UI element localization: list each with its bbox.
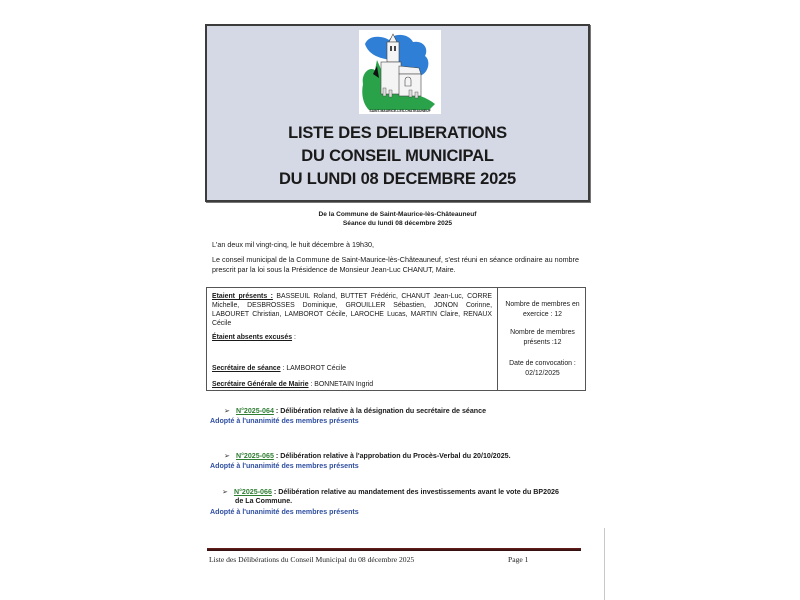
absent-names: : <box>292 334 296 341</box>
deliberation-item <box>224 451 511 460</box>
deliberation-text-continued: de La Commune. <box>235 497 293 505</box>
deliberation-number-link[interactable]: N°2025-065 <box>235 452 274 460</box>
members-present-label: Nombre de membres <box>510 329 575 336</box>
deliberation-result: Adopté à l'unanimité des membres présents <box>210 462 359 470</box>
present-members <box>212 292 492 328</box>
arrow-bullet-icon: ➢ <box>222 488 228 496</box>
svg-text:SAINT-MAURICE-LES-CHATEAUNEUF: SAINT-MAURICE-LES-CHATEAUNEUF <box>369 109 431 113</box>
members-present <box>499 328 586 347</box>
general-secretary <box>212 380 492 389</box>
deliberation-result: Adopté à l'unanimité des membres présents <box>210 417 359 425</box>
arrow-bullet-icon: ➢ <box>224 452 230 460</box>
members-in-office-label: Nombre de membres en <box>505 301 580 308</box>
convocation-value: 02/12/2025 <box>525 369 560 377</box>
municipality-logo <box>359 30 441 114</box>
church-logo-icon <box>359 30 441 114</box>
present-names: BASSEUIL Roland, BUTTET Frédéric, CHANUT Jean-Luc, CORRE Michelle, DESBROSSES Dominique, GROUILLER Sébastien, JONON Corinne, LABOURET Christian, LAMBOROT Cécile, LAROCHE Lucas, MARTIN Claire, RENAUX Cécile <box>212 293 492 327</box>
absent-members <box>212 333 492 342</box>
attendance-table <box>206 287 586 391</box>
commune-line: De la Commune de Saint-Maurice-lès-Châteauneuf <box>318 211 477 218</box>
title-line-1: LISTE DES DELIBERATIONS <box>288 124 507 142</box>
page-number: Page 1 <box>508 555 529 564</box>
intro-date: L'an deux mil vingt-cinq, le huit décembre à 19h30, <box>212 240 374 249</box>
absent-label: Étaient absents excusés <box>212 334 293 341</box>
deliberation-text: : Délibération relative à l'approbation du Procès-Verbal du 20/10/2025. <box>273 452 511 460</box>
session-subheader <box>205 210 590 228</box>
arrow-bullet-icon: ➢ <box>224 407 230 415</box>
deliberation-item <box>222 487 559 496</box>
present-label: Etaient présents : <box>212 293 273 300</box>
deliberation-text: : Délibération relative au mandatement des investissements avant le vote du BP2026 <box>271 488 559 496</box>
title-line-2: DU CONSEIL MUNICIPAL <box>301 147 494 165</box>
general-secretary-value: : BONNETAIN Ingrid <box>308 381 374 388</box>
attendance-stats <box>499 288 586 390</box>
deliberation-text: : Délibération relative à la désignation du secrétaire de séance <box>273 407 487 415</box>
attendance-details <box>207 288 498 390</box>
page-edge-line <box>604 528 605 600</box>
intro-session: Le conseil municipal de la Commune de Saint-Maurice-lès-Châteauneuf, s'est réuni en séance ordinaire au nombre prescrit par la loi sous la Présidence de Monsieur Jean-Luc CHANUT, Maire. <box>212 255 579 274</box>
secretary-label: Secrétaire de séance <box>212 365 281 372</box>
secretary-value: : LAMBOROT Cécile <box>280 365 346 372</box>
deliberation-number-link[interactable]: N°2025-066 <box>233 488 272 496</box>
members-in-office-value: exercice : 12 <box>522 310 563 318</box>
page-title <box>207 122 588 191</box>
title-line-3: DU LUNDI 08 DECEMBRE 2025 <box>278 170 517 188</box>
deliberation-result: Adopté à l'unanimité des membres présents <box>210 508 359 516</box>
deliberation-item <box>224 406 486 415</box>
convocation-label: Date de convocation : <box>509 360 576 367</box>
convocation-date <box>499 359 586 378</box>
session-secretary <box>212 364 492 373</box>
general-secretary-label: Secrétaire Générale de Mairie <box>212 381 309 388</box>
members-present-value: présents :12 <box>523 338 562 346</box>
footer-divider <box>207 548 581 551</box>
deliberation-number-link[interactable]: N°2025-064 <box>235 407 274 415</box>
members-in-office <box>499 300 586 319</box>
header-banner <box>205 24 590 202</box>
footer-title: Liste des Délibérations du Conseil Municipal du 08 décembre 2025 <box>209 555 415 564</box>
session-date-line: Séance du lundi 08 décembre 2025 <box>342 220 453 227</box>
